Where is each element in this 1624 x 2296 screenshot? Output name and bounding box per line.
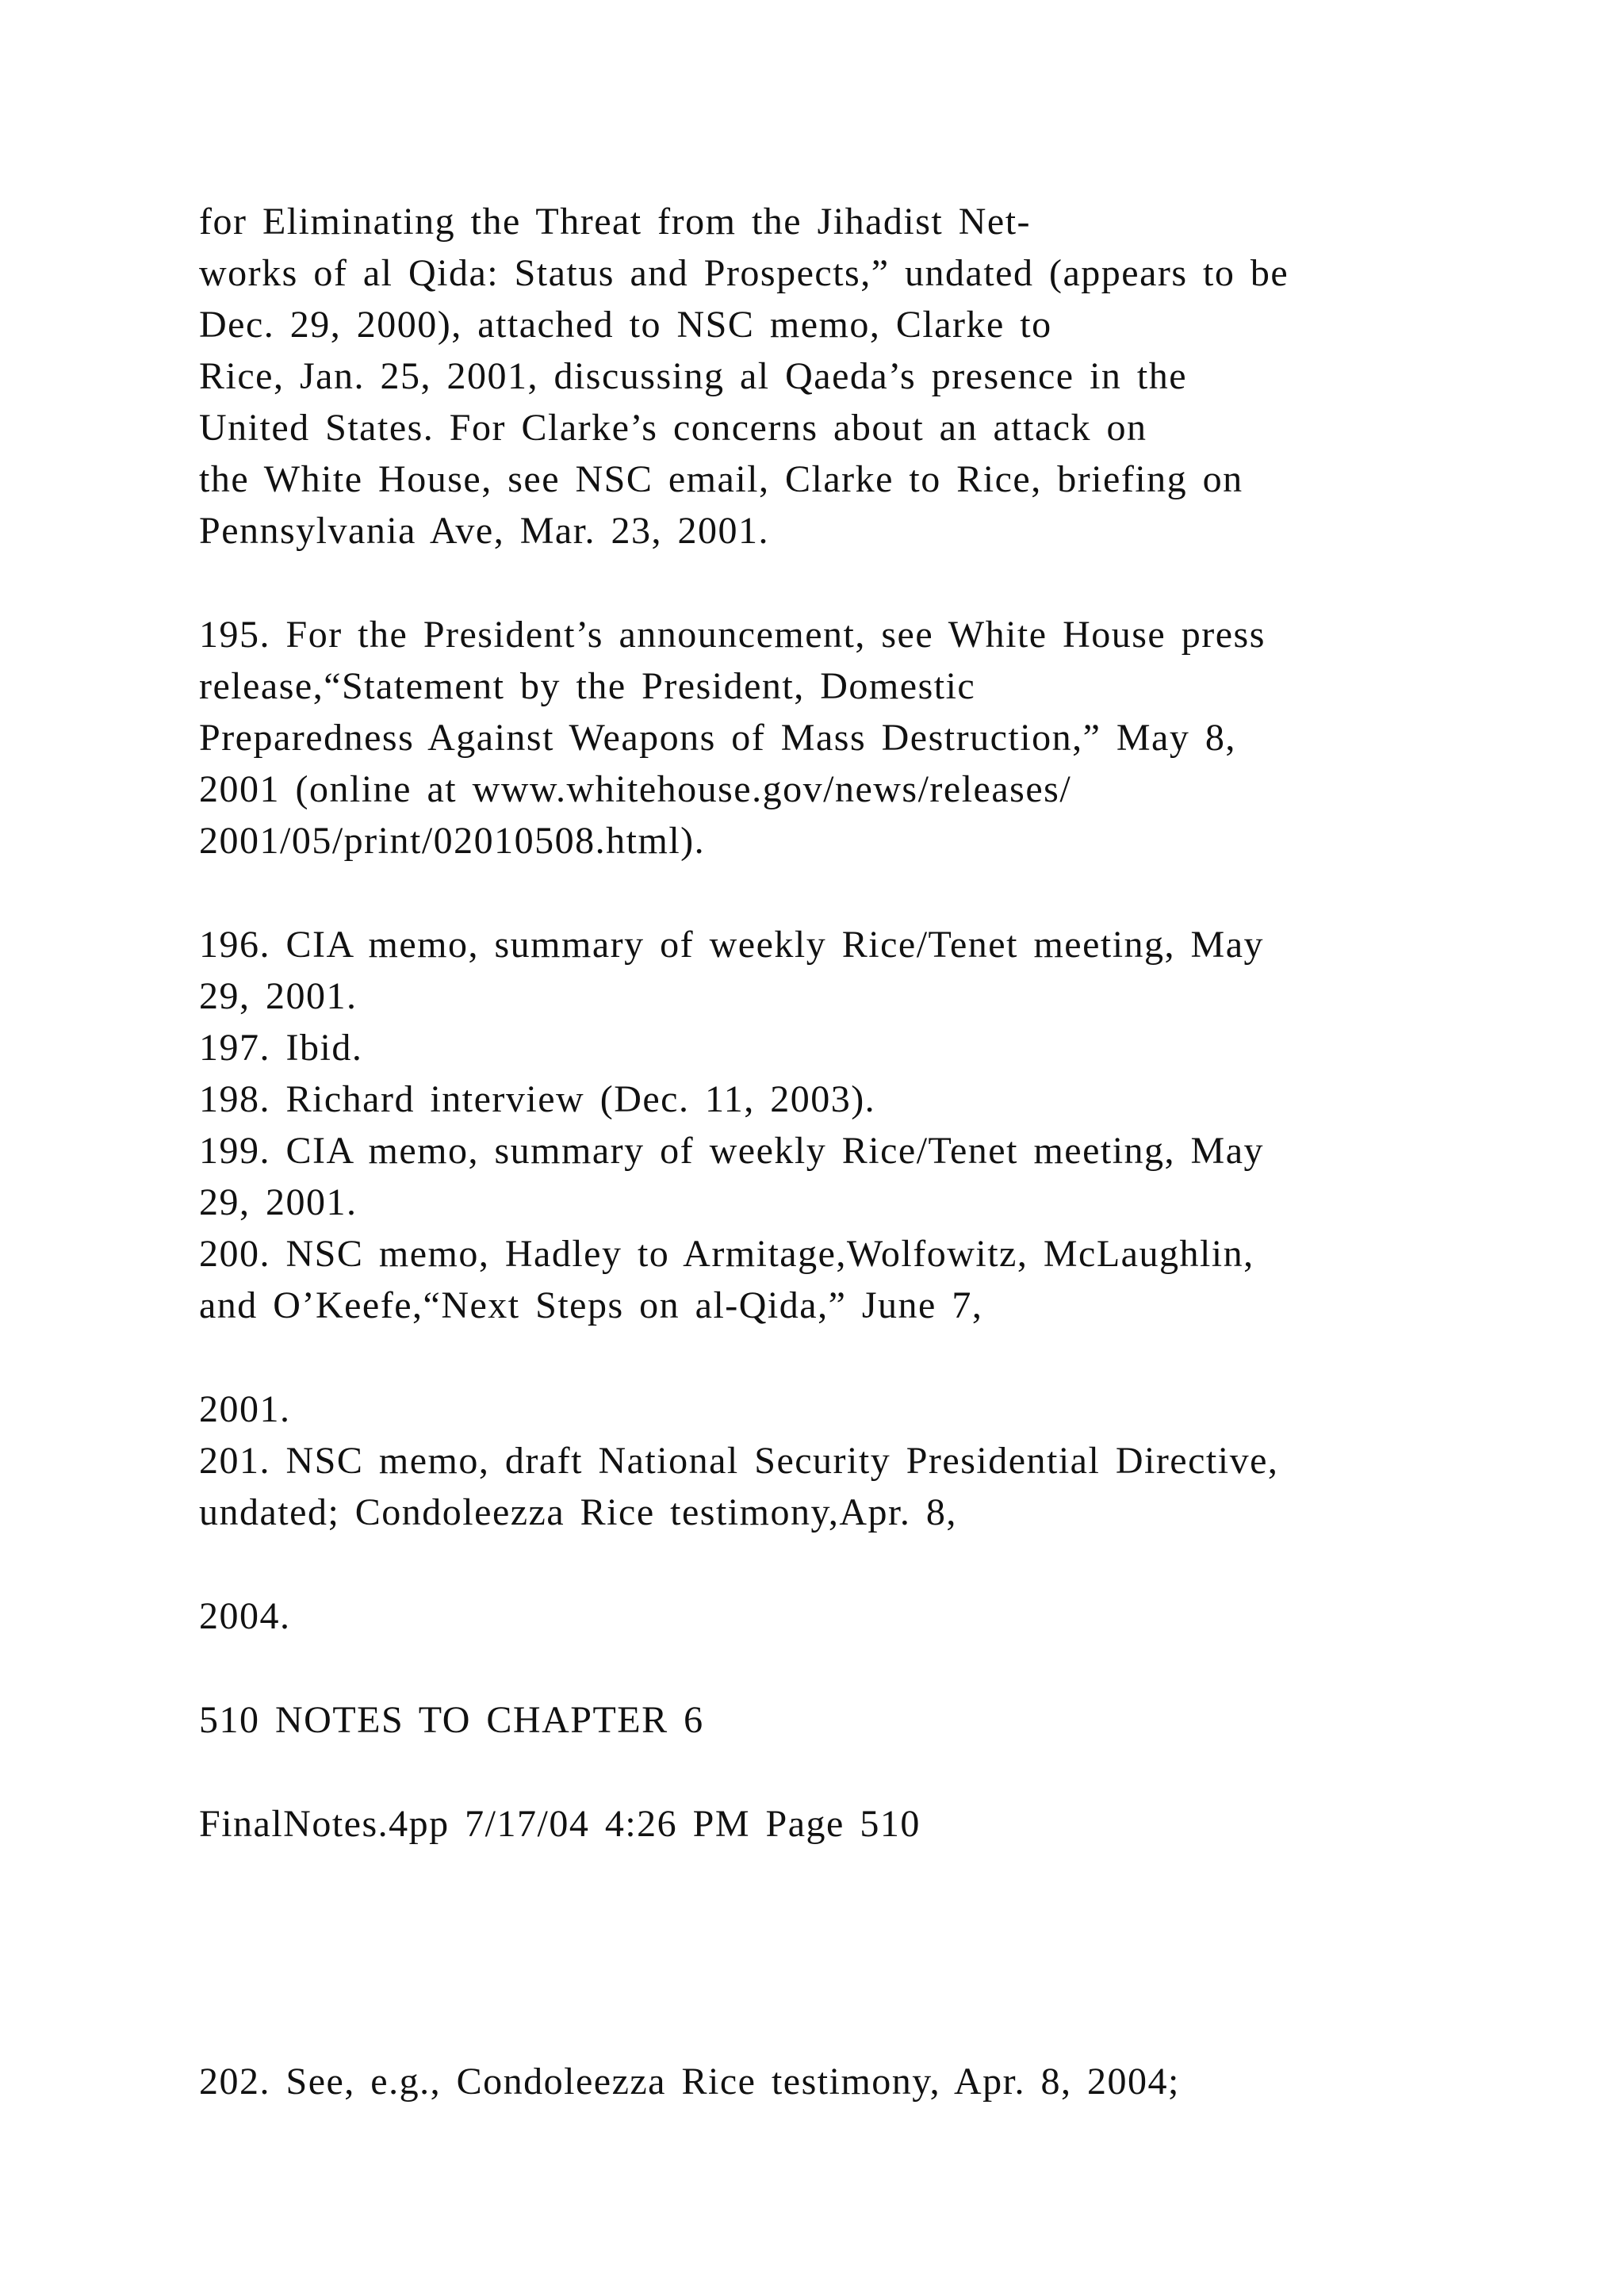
text-line: 196. CIA memo, summary of weekly Rice/Tenet meeting, May bbox=[199, 924, 1265, 966]
text-line: 201. NSC memo, draft National Security Presidential Directive, bbox=[199, 1440, 1279, 1482]
print-slug: FinalNotes.4pp 7/17/04 4:26 PM Page 510 bbox=[199, 1803, 921, 1845]
text-line: undated; Condoleezza Rice testimony,Apr. 8, bbox=[199, 1491, 957, 1533]
text-line: works of al Qida: Status and Prospects,” undated (appears to be bbox=[199, 252, 1289, 294]
text-line: 2001 (online at www.whitehouse.gov/news/releases/ bbox=[199, 768, 1072, 810]
text-line: 202. See, e.g., Condoleezza Rice testimony, Apr. 8, 2004; bbox=[199, 2061, 1180, 2103]
text-line: Pennsylvania Ave, Mar. 23, 2001. bbox=[199, 510, 770, 552]
text-line: 2004. bbox=[199, 1595, 291, 1637]
text-line: 195. For the President’s announcement, see White House press bbox=[199, 614, 1266, 656]
text-line: Dec. 29, 2000), attached to NSC memo, Clarke to bbox=[199, 304, 1052, 346]
text-line: and O’Keefe,“Next Steps on al-Qida,” June 7, bbox=[199, 1284, 983, 1326]
text-line: release,“Statement by the President, Domestic bbox=[199, 665, 976, 707]
text-line: 198. Richard interview (Dec. 11, 2003). bbox=[199, 1078, 876, 1120]
text-line: Preparedness Against Weapons of Mass Destruction,” May 8, bbox=[199, 717, 1236, 759]
text-line: 29, 2001. bbox=[199, 975, 358, 1017]
text-line: 29, 2001. bbox=[199, 1181, 358, 1223]
text-line: Rice, Jan. 25, 2001, discussing al Qaeda’s presence in the bbox=[199, 355, 1188, 397]
text-line: 2001/05/print/02010508.html). bbox=[199, 820, 706, 862]
text-line: 199. CIA memo, summary of weekly Rice/Tenet meeting, May bbox=[199, 1130, 1265, 1172]
chapter-footer: 510 NOTES TO CHAPTER 6 bbox=[199, 1699, 704, 1741]
text-line: 200. NSC memo, Hadley to Armitage,Wolfowitz, McLaughlin, bbox=[199, 1233, 1254, 1275]
text-line: the White House, see NSC email, Clarke to Rice, briefing on bbox=[199, 458, 1243, 500]
text-line: 2001. bbox=[199, 1388, 291, 1430]
text-line: 197. Ibid. bbox=[199, 1027, 363, 1069]
text-line: for Eliminating the Threat from the Jihadist Net- bbox=[199, 201, 1032, 243]
text-line: United States. For Clarke’s concerns about an attack on bbox=[199, 407, 1147, 449]
